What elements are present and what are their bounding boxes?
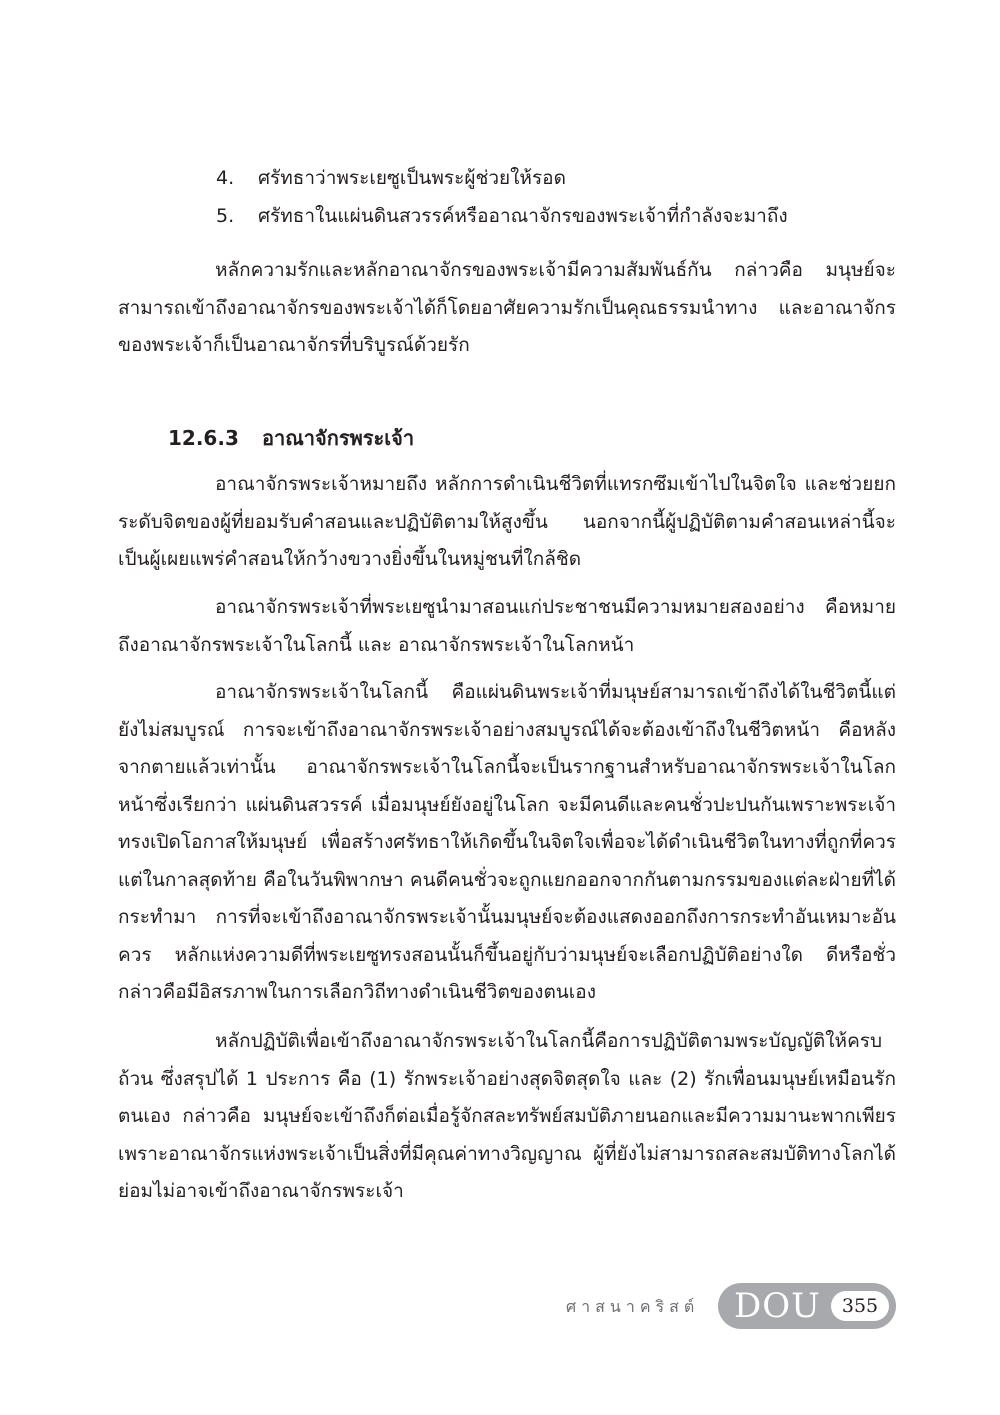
dou-badge <box>718 1283 896 1329</box>
paragraph: อาณาจักรพระเจ้าที่พระเยซูนำมาสอนแก่ประชาชนมีความหมายสองอย่าง คือหมายถึงอาณาจักรพระเจ้าในโลกนี้ และ อาณาจักรพระเจ้าในโลกหน้า <box>118 596 896 656</box>
list-item-text: ศรัทธาในแผ่นดินสวรรค์หรืออาณาจักรของพระเจ้าที่กำลังจะมาถึง <box>258 205 788 227</box>
paragraph: หลักปฏิบัติเพื่อเข้าถึงอาณาจักรพระเจ้าในโลกนี้คือการปฏิบัติตามพระบัญญัติให้ครบถ้วน ซึ่งสรุปได้ 1 ประการ คือ (1) รักพระเจ้าอย่างสุดจิตสุดใจ และ (2) รักเพื่อนมนุษย์เหมือนรักตนเอง กล่าวคือ มนุษย์จะเข้าถึงก็ต่อเมื่อรู้จักสละทรัพย์สมบัติภายนอกและมีความมานะพากเพียร เพราะอาณาจักรแห่งพระเจ้าเป็นสิ่งที่มีคุณค่าทางวิญญาณ ผู้ที่ยังไม่สามารถสละสมบัติทางโลกได้ย่อมไม่อาจเข้าถึงอาณาจักรพระเจ้า <box>118 1030 896 1202</box>
paragraph: อาณาจักรพระเจ้าในโลกนี้ คือแผ่นดินพระเจ้าที่มนุษย์สามารถเข้าถึงได้ในชีวิตนี้แต่ยังไม่สมบูรณ์ การจะเข้าถึงอาณาจักรพระเจ้าอย่างสมบูรณ์ได้จะต้องเข้าถึงในชีวิตหน้า คือหลังจากตายแล้วเท่านั้น อาณาจักรพระเจ้าในโลกนี้จะเป็นรากฐานสำหรับอาณาจักรพระเจ้าในโลกหน้าซึ่งเรียกว่า แผ่นดินสวรรค์ เมื่อมนุษย์ยังอยู่ในโลก จะมีคนดีและคนชั่วปะปนกันเพราะพระเจ้าทรงเปิดโอกาสให้มนุษย์ เพื่อสร้างศรัทธาให้เกิดขึ้นในจิตใจเพื่อจะได้ดำเนินชีวิตในทางที่ถูกที่ควร แต่ในกาลสุดท้าย คือในวันพิพากษา คนดีคนชั่วจะถูกแยกออกจากกันตามกรรมของแต่ละฝ่ายที่ได้กระทำมา การที่จะเข้าถึงอาณาจักรพระเจ้านั้นมนุษย์จะต้องแสดงออกถึงการกระทำอันเหมาะอันควร หลักแห่งความดีที่พระเยซูทรงสอนนั้นก็ขึ้นอยู่กับว่ามนุษย์จะเลือกปฏิบัติอย่างใด ดีหรือชั่ว กล่าวคือมีอิสรภาพในการเลือกวิถีทางดำเนินชีวิตของตนเอง <box>118 681 896 1003</box>
list-item-number: 4. <box>216 167 235 189</box>
list-item-number: 5. <box>216 205 235 227</box>
list-item <box>216 163 896 201</box>
paragraph: อาณาจักรพระเจ้าหมายถึง หลักการดำเนินชีวิตที่แทรกซึมเข้าไปในจิตใจ และช่วยยกระดับจิตของผู้ที่ยอมรับคำสอนและปฏิบัติตามให้สูงขึ้น นอกจากนี้ผู้ปฏิบัติตามคำสอนเหล่านี้จะเป็นผู้เผยแพร่คำสอนให้กว้างขวางยิ่งขึ้นในหมู่ชนที่ใกล้ชิด <box>118 473 896 570</box>
course-name: ศาสนาคริสต์ <box>566 1297 700 1316</box>
page-number: 355 <box>831 1291 889 1321</box>
section-number: 12.6.3 <box>168 426 239 450</box>
section-title: อาณาจักรพระเจ้า <box>262 426 415 450</box>
dou-logo: DOU <box>734 1286 821 1326</box>
page-footer <box>566 1283 896 1329</box>
section-heading <box>168 422 414 454</box>
paragraph: หลักความรักและหลักอาณาจักรของพระเจ้ามีความสัมพันธ์กัน กล่าวคือ มนุษย์จะสามารถเข้าถึงอาณาจักรของพระเจ้าได้ก็โดยอาศัยความรักเป็นคุณธรรมนำทาง และอาณาจักรของพระเจ้าก็เป็นอาณาจักรที่บริบูรณ์ด้วยรัก <box>118 259 896 356</box>
belief-list <box>216 163 896 239</box>
list-item <box>216 201 896 239</box>
list-item-text: ศรัทธาว่าพระเยซูเป็นพระผู้ช่วยให้รอด <box>258 167 566 189</box>
